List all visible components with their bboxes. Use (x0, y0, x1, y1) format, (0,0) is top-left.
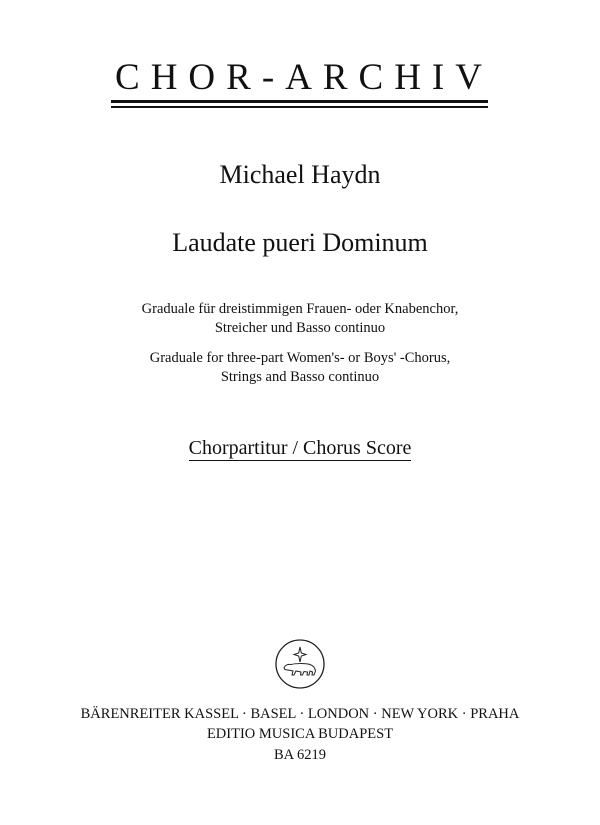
title-rule-bottom (111, 106, 488, 108)
work-title: Laudate pueri Dominum (172, 228, 428, 257)
description-german-line-2: Streicher und Basso continuo (214, 320, 386, 336)
composer-name: Michael Haydn (219, 160, 381, 189)
series-title: CHOR-ARCHIV (115, 57, 493, 98)
baerenreiter-bear-star-logo-icon (274, 638, 326, 690)
description-english-line-1: Graduale for three-part Women's- or Boys' -Chorus, (149, 350, 451, 366)
edition-type-label: Chorpartitur / Chorus Score (188, 437, 412, 459)
catalog-number: BA 6219 (274, 747, 326, 763)
co-publisher: EDITIO MUSICA BUDAPEST (206, 726, 394, 742)
description-english-line-2: Strings and Basso continuo (220, 369, 380, 385)
title-rule-top (111, 100, 488, 103)
publisher-locations: BÄRENREITER KASSEL · BASEL · LONDON · NEW YORK · PRAHA (80, 706, 520, 722)
description-german-line-1: Graduale für dreistimmigen Frauen- oder Knabenchor, (141, 301, 459, 317)
edition-type (0, 436, 600, 460)
